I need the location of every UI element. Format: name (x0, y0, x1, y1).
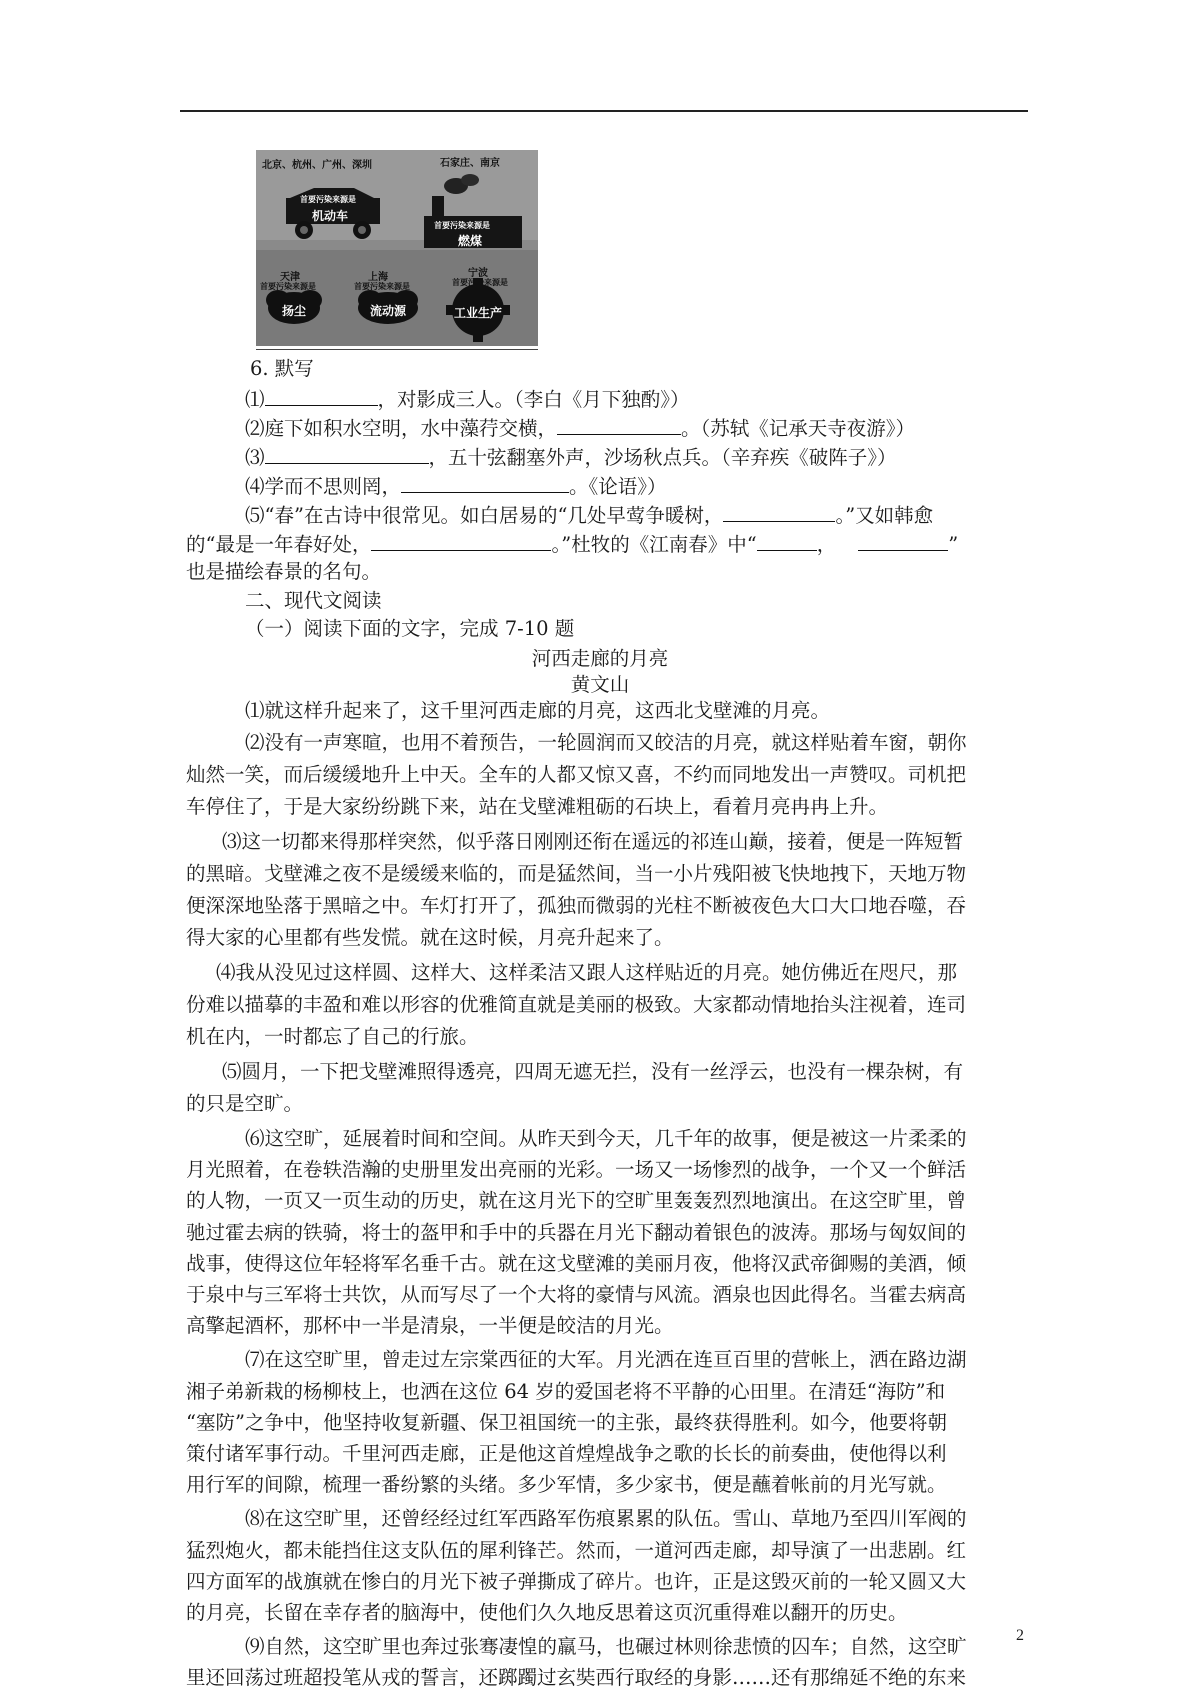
paragraph-7-line: 用行军的间隙，梳理一番纷繁的头绪。多少军情，多少家书，便是蘸着帐前的月光写就。 (186, 1473, 947, 1496)
car-caption: 首要污染来源是 (300, 195, 356, 204)
paragraph-7-line: 湘子弟新栽的杨柳枝上，也洒在这位 64 岁的爱国老将不平静的心田里。在清廷“海防”和 (186, 1380, 946, 1403)
header-rule (180, 110, 1028, 112)
item-text: ” (948, 533, 959, 556)
figure-label-cities-1: 北京、杭州、广州、深圳 (262, 160, 372, 171)
section-heading: 二、现代文阅读 (245, 589, 382, 612)
paragraph-3-line: 的黑暗。戈壁滩之夜不是缓缓来临的，而是猛然间，当一小片残阳被飞快地拽下，天地万物 (186, 862, 967, 885)
item-number: ⑶ (245, 446, 265, 469)
q6-item-5-line-3: 也是描绘春景的名句。 (186, 560, 382, 583)
answer-blank[interactable] (265, 385, 378, 406)
paragraph-7-line: “塞防”之争中，他坚持收复新疆、保卫祖国统一的主张，最终获得胜利。如今，他要将朝 (186, 1411, 947, 1434)
answer-blank[interactable] (401, 472, 569, 493)
item-text: 庭下如积水空明，水中藻荇交横， (264, 417, 558, 440)
city-shanghai: 上海 (368, 272, 388, 283)
paragraph-8-line: 四方面军的战旗就在惨白的月光下被子弹撕成了碎片。也许，正是这毁灭前的一轮又圆又大 (186, 1570, 967, 1593)
article-author: 黄文山 (570, 673, 630, 696)
paragraph-8-line: 的月亮，长留在幸存者的脑海中，使他们久久地反思着这页沉重得难以翻开的历史。 (186, 1601, 908, 1624)
figure-underline (256, 349, 538, 350)
paragraph-6-line: 高擎起酒杯，那杯中一半是清泉，一半便是皎洁的月光。 (186, 1314, 674, 1337)
paragraph-2-line: ⑵没有一声寒暄，也用不着预告，一轮圆润而又皎洁的月亮，就这样贴着车窗，朝你 (245, 731, 967, 754)
paragraph-1: ⑴就这样升起来了，这千里河西走廊的月亮，这西北戈壁滩的月亮。 (245, 699, 831, 722)
section-subheading: （一）阅读下面的文字，完成 7-10 题 (245, 617, 575, 640)
paragraph-6-line: 月光照着，在卷轶浩瀚的史册里发出亮丽的光彩。一场又一场惨烈的战争，一个又一个鲜活 (186, 1158, 967, 1181)
page-number: 2 (1016, 1627, 1024, 1644)
item-number: ⑸ (245, 504, 265, 527)
city-ningbo: 宁波 (468, 268, 488, 279)
item-text: 学而不思则罔， (264, 475, 402, 498)
paragraph-7-line: 策付诸军事行动。千里河西走廊，正是他这首煌煌战争之歌的长长的前奏曲，使他得以利 (186, 1442, 947, 1465)
paragraph-6-line: 的人物，一页又一页生动的历史，就在这月光下的空旷里轰轰烈烈地演出。在这空旷里，曾 (186, 1189, 967, 1212)
shanghai-caption: 首要污染来源是 (354, 282, 410, 291)
paragraph-5-line: ⑸圆月，一下把戈壁滩照得透亮，四周无遮无拦，没有一丝浮云，也没有一棵杂树，有 (222, 1060, 964, 1083)
q6-item-5-line-2 (186, 530, 958, 558)
paragraph-6-line: 战事，使得这位年轻将军名垂千古。就在这戈壁滩的美丽月夜，他将汉武帝御赐的美酒，倾 (186, 1252, 967, 1275)
paragraph-4-line: 份难以描摹的丰盈和难以形容的优雅简直就是美丽的极致。大家都动情地抬头注视着，连司 (186, 993, 967, 1016)
paragraph-6-line: ⑹这空旷，延展着时间和空间。从昨天到今天，几千年的故事，便是被这一片柔柔的 (245, 1127, 967, 1150)
item-text: 的“最是一年春好处， (186, 533, 372, 556)
answer-blank[interactable] (557, 414, 681, 435)
item-text: 。（苏轼《记承天寺夜游》） (681, 417, 916, 440)
paragraph-9-line: ⑼自然，这空旷里也奔过张骞凄惶的羸马，也碾过林则徐悲愤的囚车；自然，这空旷 (245, 1635, 967, 1658)
answer-blank[interactable] (371, 530, 551, 551)
q6-heading: 6. 默写 (250, 357, 314, 380)
item-number: ⑴ (245, 388, 265, 411)
car-source: 机动车 (312, 209, 349, 223)
q6-item-1 (245, 385, 690, 413)
item-text: ， (816, 533, 837, 556)
shanghai-source: 流动源 (370, 304, 407, 318)
paragraph-8-line: 猛烈炮火，都未能挡住这支队伍的犀利锋芒。然而，一道河西走廊，却导演了一出悲剧。红 (186, 1539, 967, 1562)
paragraph-3-line: 便深深地坠落于黑暗之中。车灯打开了，孤独而微弱的光柱不断被夜色大口大口地吞噬，吞 (186, 894, 967, 917)
city-tianjin: 天津 (280, 272, 300, 283)
paragraph-8-line: ⑻在这空旷里，还曾经经过红军西路军伤痕累累的队伍。雪山、草地乃至四川军阀的 (245, 1507, 967, 1530)
paragraph-4-line: ⑷我从没见过这样圆、这样大、这样柔洁又跟人这样贴近的月亮。她仿佛近在咫尺，那 (216, 961, 958, 984)
paragraph-9-line: 里还回荡过班超投笔从戎的誓言，还踯躅过玄奘西行取经的身影……还有那绵延不绝的东来 (186, 1666, 967, 1689)
answer-blank[interactable] (757, 530, 817, 551)
paragraph-5-line: 的只是空旷。 (186, 1092, 304, 1115)
paragraph-2-line: 灿然一笑，而后缓缓地升上中天。全车的人都又惊又喜，不约而同地发出一声赞叹。司机把 (186, 763, 967, 786)
paragraph-6-line: 驰过霍去病的铁骑，将士的盔甲和手中的兵器在月光下翻动着银色的波涛。那场与匈奴间的 (186, 1221, 967, 1244)
paragraph-3-line: ⑶这一切都来得那样突然，似乎落日刚刚还衔在遥远的祁连山巅，接着，便是一阵短暂 (222, 830, 964, 853)
answer-blank[interactable] (858, 530, 948, 551)
item-text: ，五十弦翻塞外声，沙场秋点兵。（辛弃疾《破阵子》） (428, 446, 897, 469)
ningbo-source: 工业生产 (454, 306, 503, 320)
item-text: 。”杜牧的《江南春》中“ (551, 533, 757, 556)
paragraph-7-line: ⑺在这空旷里，曾走过左宗棠西征的大军。月光洒在连亘百里的营帐上，洒在路边湖 (245, 1348, 967, 1371)
tianjin-source: 扬尘 (282, 304, 307, 318)
article-title: 河西走廊的月亮 (531, 647, 669, 670)
item-text: ，对影成三人。（李白《月下独酌》） (377, 388, 690, 411)
answer-blank[interactable] (265, 443, 429, 464)
tianjin-caption: 首要污染来源是 (260, 282, 316, 291)
factory-source: 燃煤 (458, 234, 483, 248)
q6-item-5 (245, 501, 933, 529)
ningbo-caption: 首要污染来源是 (452, 278, 508, 287)
item-number: ⑵ (245, 417, 265, 440)
paragraph-2-line: 车停住了，于是大家纷纷跳下来，站在戈壁滩粗砺的石块上，看着月亮冉冉上升。 (186, 795, 889, 818)
item-text: “春”在古诗中很常见。如白居易的“几处早莺争暖树， (264, 504, 724, 527)
paragraph-3-line: 得大家的心里都有些发慌。就在这时候，月亮升起来了。 (186, 926, 674, 949)
paragraph-6-line: 于泉中与三军将士共饮，从而写尽了一个大将的豪情与风流。酒泉也因此得名。当霍去病高 (186, 1283, 967, 1306)
q6-item-3 (245, 443, 897, 471)
pollution-sources-figure (256, 150, 538, 346)
item-text: 。《论语》） (569, 475, 667, 498)
q6-item-2 (245, 414, 915, 442)
item-number: ⑷ (245, 475, 265, 498)
factory-caption: 首要污染来源是 (434, 221, 490, 230)
answer-blank[interactable] (723, 501, 835, 522)
q6-item-4 (245, 472, 667, 500)
item-text: 。”又如韩愈 (835, 504, 934, 527)
figure-label-cities-2: 石家庄、南京 (440, 158, 500, 169)
paragraph-4-line: 机在内，一时都忘了自己的行旅。 (186, 1025, 479, 1048)
